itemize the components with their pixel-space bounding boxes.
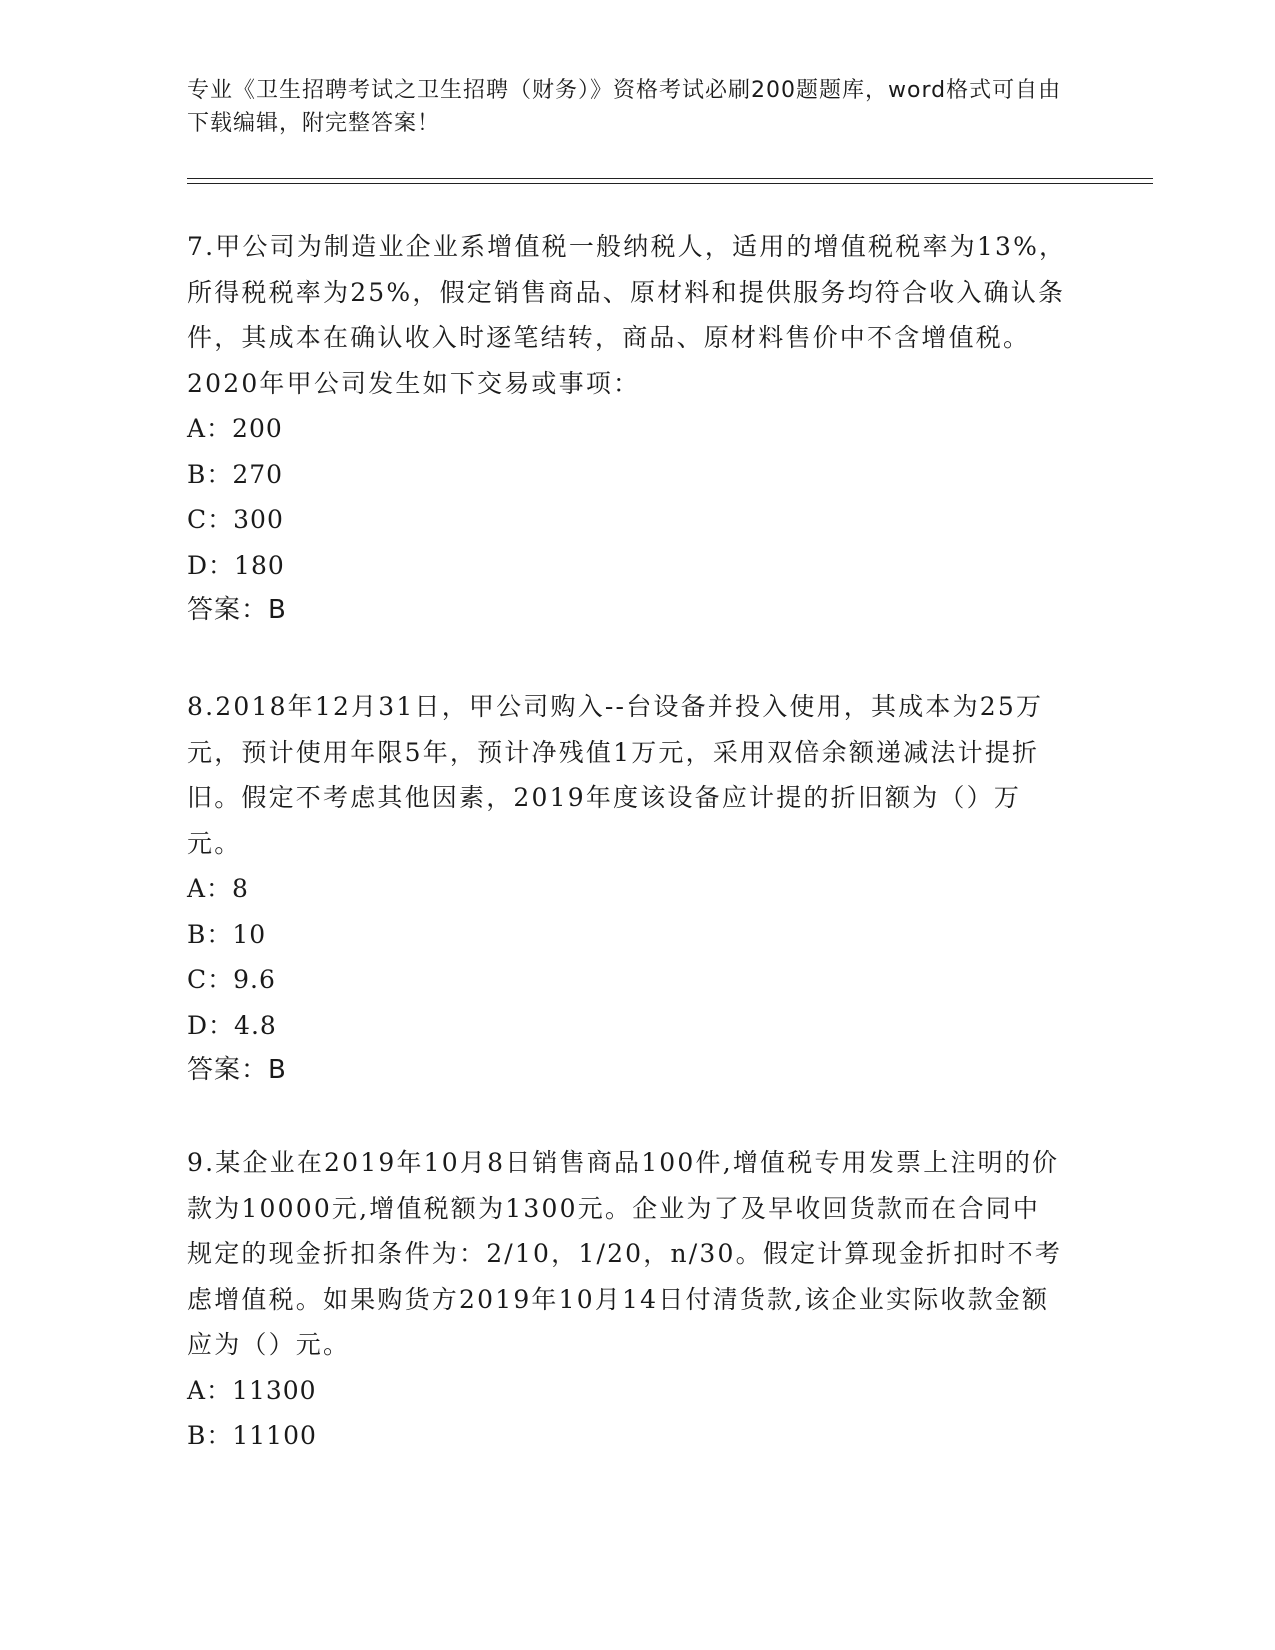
option-d: D：4.8 <box>187 1010 277 1040</box>
question-9 <box>187 1140 1067 1459</box>
option-a: A：8 <box>187 874 249 903</box>
question-stem: 8.2018年12月31日，甲公司购入--台设备并投入使用，其成本为25万元，预计使用年限5年，预计净残值1万元，采用双倍余额递减法计提折旧。假定不考虑其他因素，2019年度该设备应计提的折旧额为（）万元。 <box>187 692 1044 858</box>
header-divider <box>187 178 1153 184</box>
question-stem: 9.某企业在2019年10月8日销售商品100件,增值税专用发票上注明的价款为10000元,增值税额为1300元。企业为了及早收回货款而在合同中规定的现金折扣条件为：2/10，1/20，n/30。假定计算现金折扣时不考虑增值税。如果购货方2019年10月14日付清货款,该企业实际收款金额应为（）元。 <box>187 1148 1063 1359</box>
question-7 <box>187 224 1067 634</box>
question-stem: 7.甲公司为制造业企业系增值税一般纳税人，适用的增值税税率为13%，所得税税率为25%，假定销售商品、原材料和提供服务均符合收入确认条件，其成本在确认收入时逐笔结转，商品、原材料售价中不含增值税。2020年甲公司发生如下交易或事项： <box>187 232 1067 398</box>
answer-line: 答案：B <box>187 595 287 625</box>
option-b: B：270 <box>187 459 284 489</box>
option-a: A：11300 <box>187 1375 317 1405</box>
document-header: 专业《卫生招聘考试之卫生招聘（财务）》资格考试必刷200题题库，word格式可自由下载编辑，附完整答案！ <box>187 78 1062 136</box>
question-8 <box>187 684 1067 1094</box>
option-c: C：9.6 <box>187 965 276 994</box>
option-c: C：300 <box>187 505 284 534</box>
option-a: A：200 <box>187 414 283 443</box>
option-d: D：180 <box>187 550 285 580</box>
answer-line: 答案：B <box>187 1055 287 1085</box>
option-b: B：10 <box>187 919 267 949</box>
option-b: B：11100 <box>187 1421 317 1450</box>
